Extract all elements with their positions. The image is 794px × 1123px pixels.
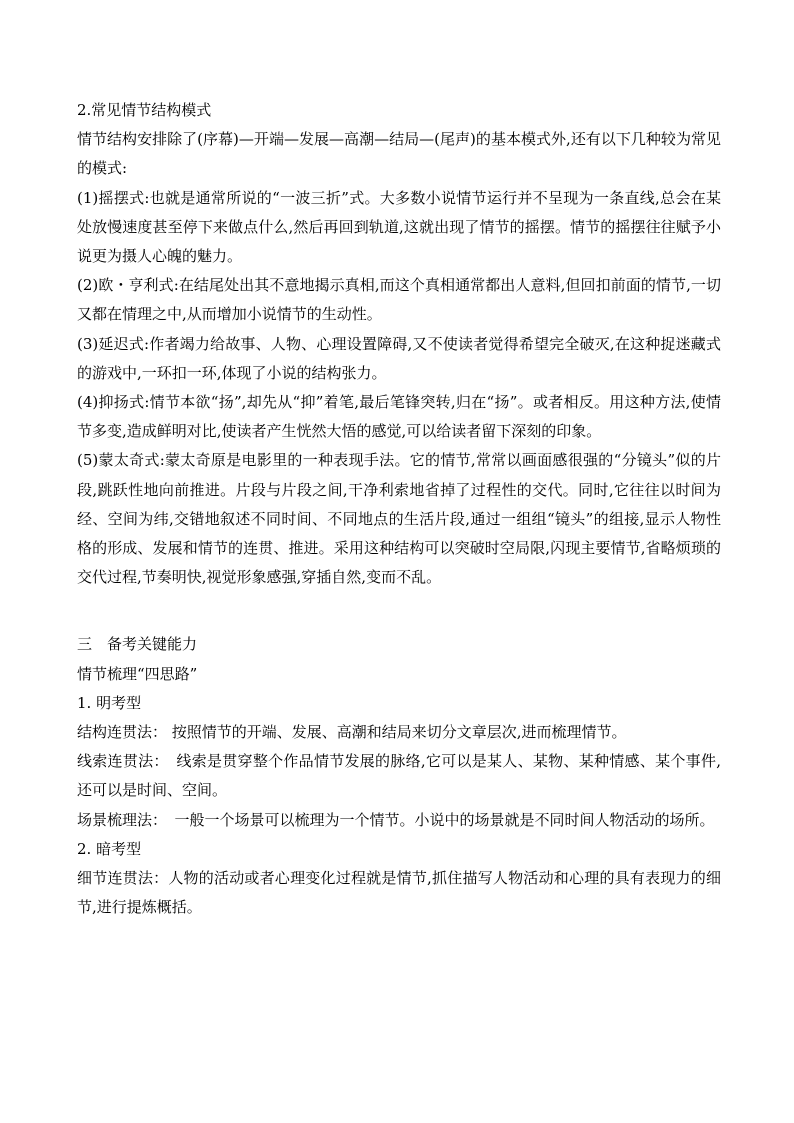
method-structure-coherence: 结构连贯法： 按照情节的开端、发展、高潮和结局来切分文章层次,进而梳理情节。 <box>77 723 627 742</box>
part-heading-explicit: 1. 明考型 <box>77 693 142 712</box>
pattern-o-henry: (2)欧・亨利式:在结尾处出其不意地揭示真相,而这个真相通常都出人意料,但回扣前面的情节,一切又都在情理之中,从而增加小说情节的生动性。 <box>77 276 721 324</box>
section-heading-plot-structure: 2.常见情节结构模式 <box>77 101 212 119</box>
pattern-delay: (3)延迟式:作者竭力给故事、人物、心理设置障碍,又不使读者觉得希望完全破灭,在这种捉迷藏式的游戏中,一环扣一环,体现了小说的结构张力。 <box>77 334 721 382</box>
section-gap <box>77 592 721 630</box>
method-scene-sorting: 场景梳理法： 一般一个场景可以梳理为一个情节。小说中的场景就是不同时间人物活动的场所。 <box>77 810 715 829</box>
method-clue-coherence: 线索连贯法： 线索是贯穿整个作品情节发展的脉络,它可以是某人、某物、某种情感、某个事件,还可以是时间、空间。 <box>77 752 721 800</box>
method-detail-coherence: 细节连贯法：人物的活动或者心理变化过程就是情节,抓住描写人物活动和心理的具有表现力的细节,进行提炼概括。 <box>77 869 721 917</box>
document-body <box>77 96 721 922</box>
section-subheading-four-approaches: 情节梳理“四思路” <box>77 664 198 683</box>
pattern-suppress-raise: (4)抑扬式:情节本欲“扬”,却先从“抑”着笔,最后笔锋突转,归在“扬”。或者相反。用这种方法,使情节多变,造成鲜明对比,使读者产生恍然大悟的感觉,可以给读者留下深刻的印象。 <box>77 393 721 441</box>
pattern-swing: (1)摇摆式:也就是通常所说的“一波三折”式。大多数小说情节运行并不呈现为一条直线,总会在某处放慢速度甚至停下来做点什么,然后再回到轨道,这就出现了情节的摇摆。情节的摇摆往往赋予小说更为摄人心魄的魅力。 <box>77 188 721 266</box>
part-heading-implicit: 2. 暗考型 <box>77 839 142 858</box>
section-intro: 情节结构安排除了(序幕)—开端—发展—高潮—结局—(尾声)的基本模式外,还有以下几种较为常见的模式: <box>77 130 721 178</box>
pattern-montage: (5)蒙太奇式:蒙太奇原是电影里的一种表现手法。它的情节,常常以画面感很强的“分镜头”似的片段,跳跃性地向前推进。片段与片段之间,干净利索地省掉了过程性的交代。同时,它往往以时间为经、空间为纬,交错地叙述不同时间、不同地点的生活片段,通过一组组“镜头”的组接,显示人物性格的形成、发展和情节的连贯、推进。采用这种结构可以突破时空局限,闪现主要情节,省略烦琐的交代过程,节奏明快,视觉形象感强,穿插自然,变而不乱。 <box>77 451 721 587</box>
section-heading-key-abilities: 三 备考关键能力 <box>77 635 198 654</box>
